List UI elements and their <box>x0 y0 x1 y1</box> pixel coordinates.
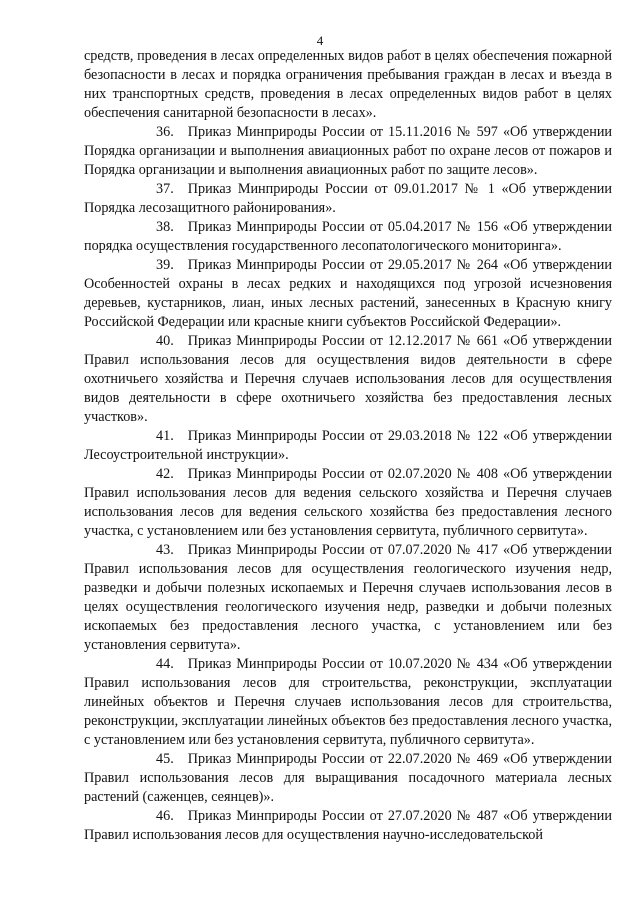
item-text: Приказ Минприроды России от 22.07.2020 № 469 «Об утверждении Правил использования лесов для выращивания посадочного материала лесных растений (саженцев, сеянцев)». <box>84 751 612 805</box>
item-number: 43. <box>156 542 174 558</box>
item-text: Приказ Минприроды России от 15.11.2016 № 597 «Об утверждении Порядка организации и выполнения авиационных работ по охране лесов от пожаров и Порядка организации и выполнения авиационных работ по защите лесов». <box>84 124 612 178</box>
list-item <box>84 541 612 655</box>
list-item <box>84 465 612 541</box>
continuation-paragraph: средств, проведения в лесах определенных видов работ в целях обеспечения пожарной безопасности в лесах и порядка ограничения пребывания граждан в лесах и въезда в них транспортных средств, проведения в лесах определенных видов работ в целях обеспечения санитарной безопасности в лесах». <box>84 48 612 121</box>
item-text: Приказ Минприроды России от 07.07.2020 № 417 «Об утверждении Правил использования лесов для осуществления геологического изучения недр, разведки и добычи полезных ископаемых и Перечня случаев использования лесов в целях осуществления геологического изучения недр, разведки и добычи полезных ископаемых без предоставления лесного участка, с установлением или без установления сервитута». <box>84 542 612 653</box>
item-text: Приказ Минприроды России от 09.01.2017 № 1 «Об утверждении Порядка лесозащитного районирования». <box>84 181 612 216</box>
item-text: Приказ Минприроды России от 02.07.2020 № 408 «Об утверждении Правил использования лесов для ведения сельского хозяйства и Перечня случаев использования лесов для ведения сельского хозяйства без предоставления лесного участка, с установлением или без установления сервитута, публичного сервитута». <box>84 466 612 539</box>
list-item <box>84 180 612 218</box>
item-number: 46. <box>156 808 174 824</box>
list-item <box>84 123 612 180</box>
document-body <box>84 47 612 845</box>
item-text: Приказ Минприроды России от 29.03.2018 № 122 «Об утверждении Лесоустроительной инструкции». <box>84 428 612 463</box>
item-text: Приказ Минприроды России от 27.07.2020 № 487 «Об утверждении Правил использования лесов для осуществления научно-исследовательской <box>84 808 612 843</box>
list-item <box>84 807 612 845</box>
list-item <box>84 750 612 807</box>
item-number: 37. <box>156 181 174 197</box>
page-number: 4 <box>316 33 324 48</box>
item-number: 41. <box>156 428 174 444</box>
item-text: Приказ Минприроды России от 05.04.2017 № 156 «Об утверждении порядка осуществления государственного лесопатологического мониторинга». <box>84 219 612 254</box>
item-number: 38. <box>156 219 174 235</box>
item-text: Приказ Минприроды России от 12.12.2017 № 661 «Об утверждении Правил использования лесов для осуществления видов деятельности в сфере охотничьего хозяйства и Перечня случаев использования лесов для осуществления видов деятельности в сфере охотничьего хозяйства без предоставления лесных участков». <box>84 333 612 425</box>
item-text: Приказ Минприроды России от 29.05.2017 № 264 «Об утверждении Особенностей охраны в лесах редких и находящихся под угрозой исчезновения деревьев, кустарников, лиан, иных лесных растений, занесенных в Красную книгу Российской Федерации или красные книги субъектов Российской Федерации». <box>84 257 612 330</box>
item-number: 45. <box>156 751 174 767</box>
item-number: 40. <box>156 333 174 349</box>
list-item <box>84 427 612 465</box>
item-text: Приказ Минприроды России от 10.07.2020 № 434 «Об утверждении Правил использования лесов для строительства, реконструкции, эксплуатации линейных объектов и Перечня случаев использования лесов для строительства, реконструкции, эксплуатации линейных объектов без предоставления лесного участка, с установлением или без установления сервитута, публичного сервитута». <box>84 656 612 748</box>
list-item <box>84 655 612 750</box>
list-item <box>84 218 612 256</box>
item-number: 36. <box>156 124 174 140</box>
item-number: 44. <box>156 656 174 672</box>
list-item <box>84 332 612 427</box>
item-number: 39. <box>156 257 174 273</box>
item-number: 42. <box>156 466 174 482</box>
list-item <box>84 256 612 332</box>
